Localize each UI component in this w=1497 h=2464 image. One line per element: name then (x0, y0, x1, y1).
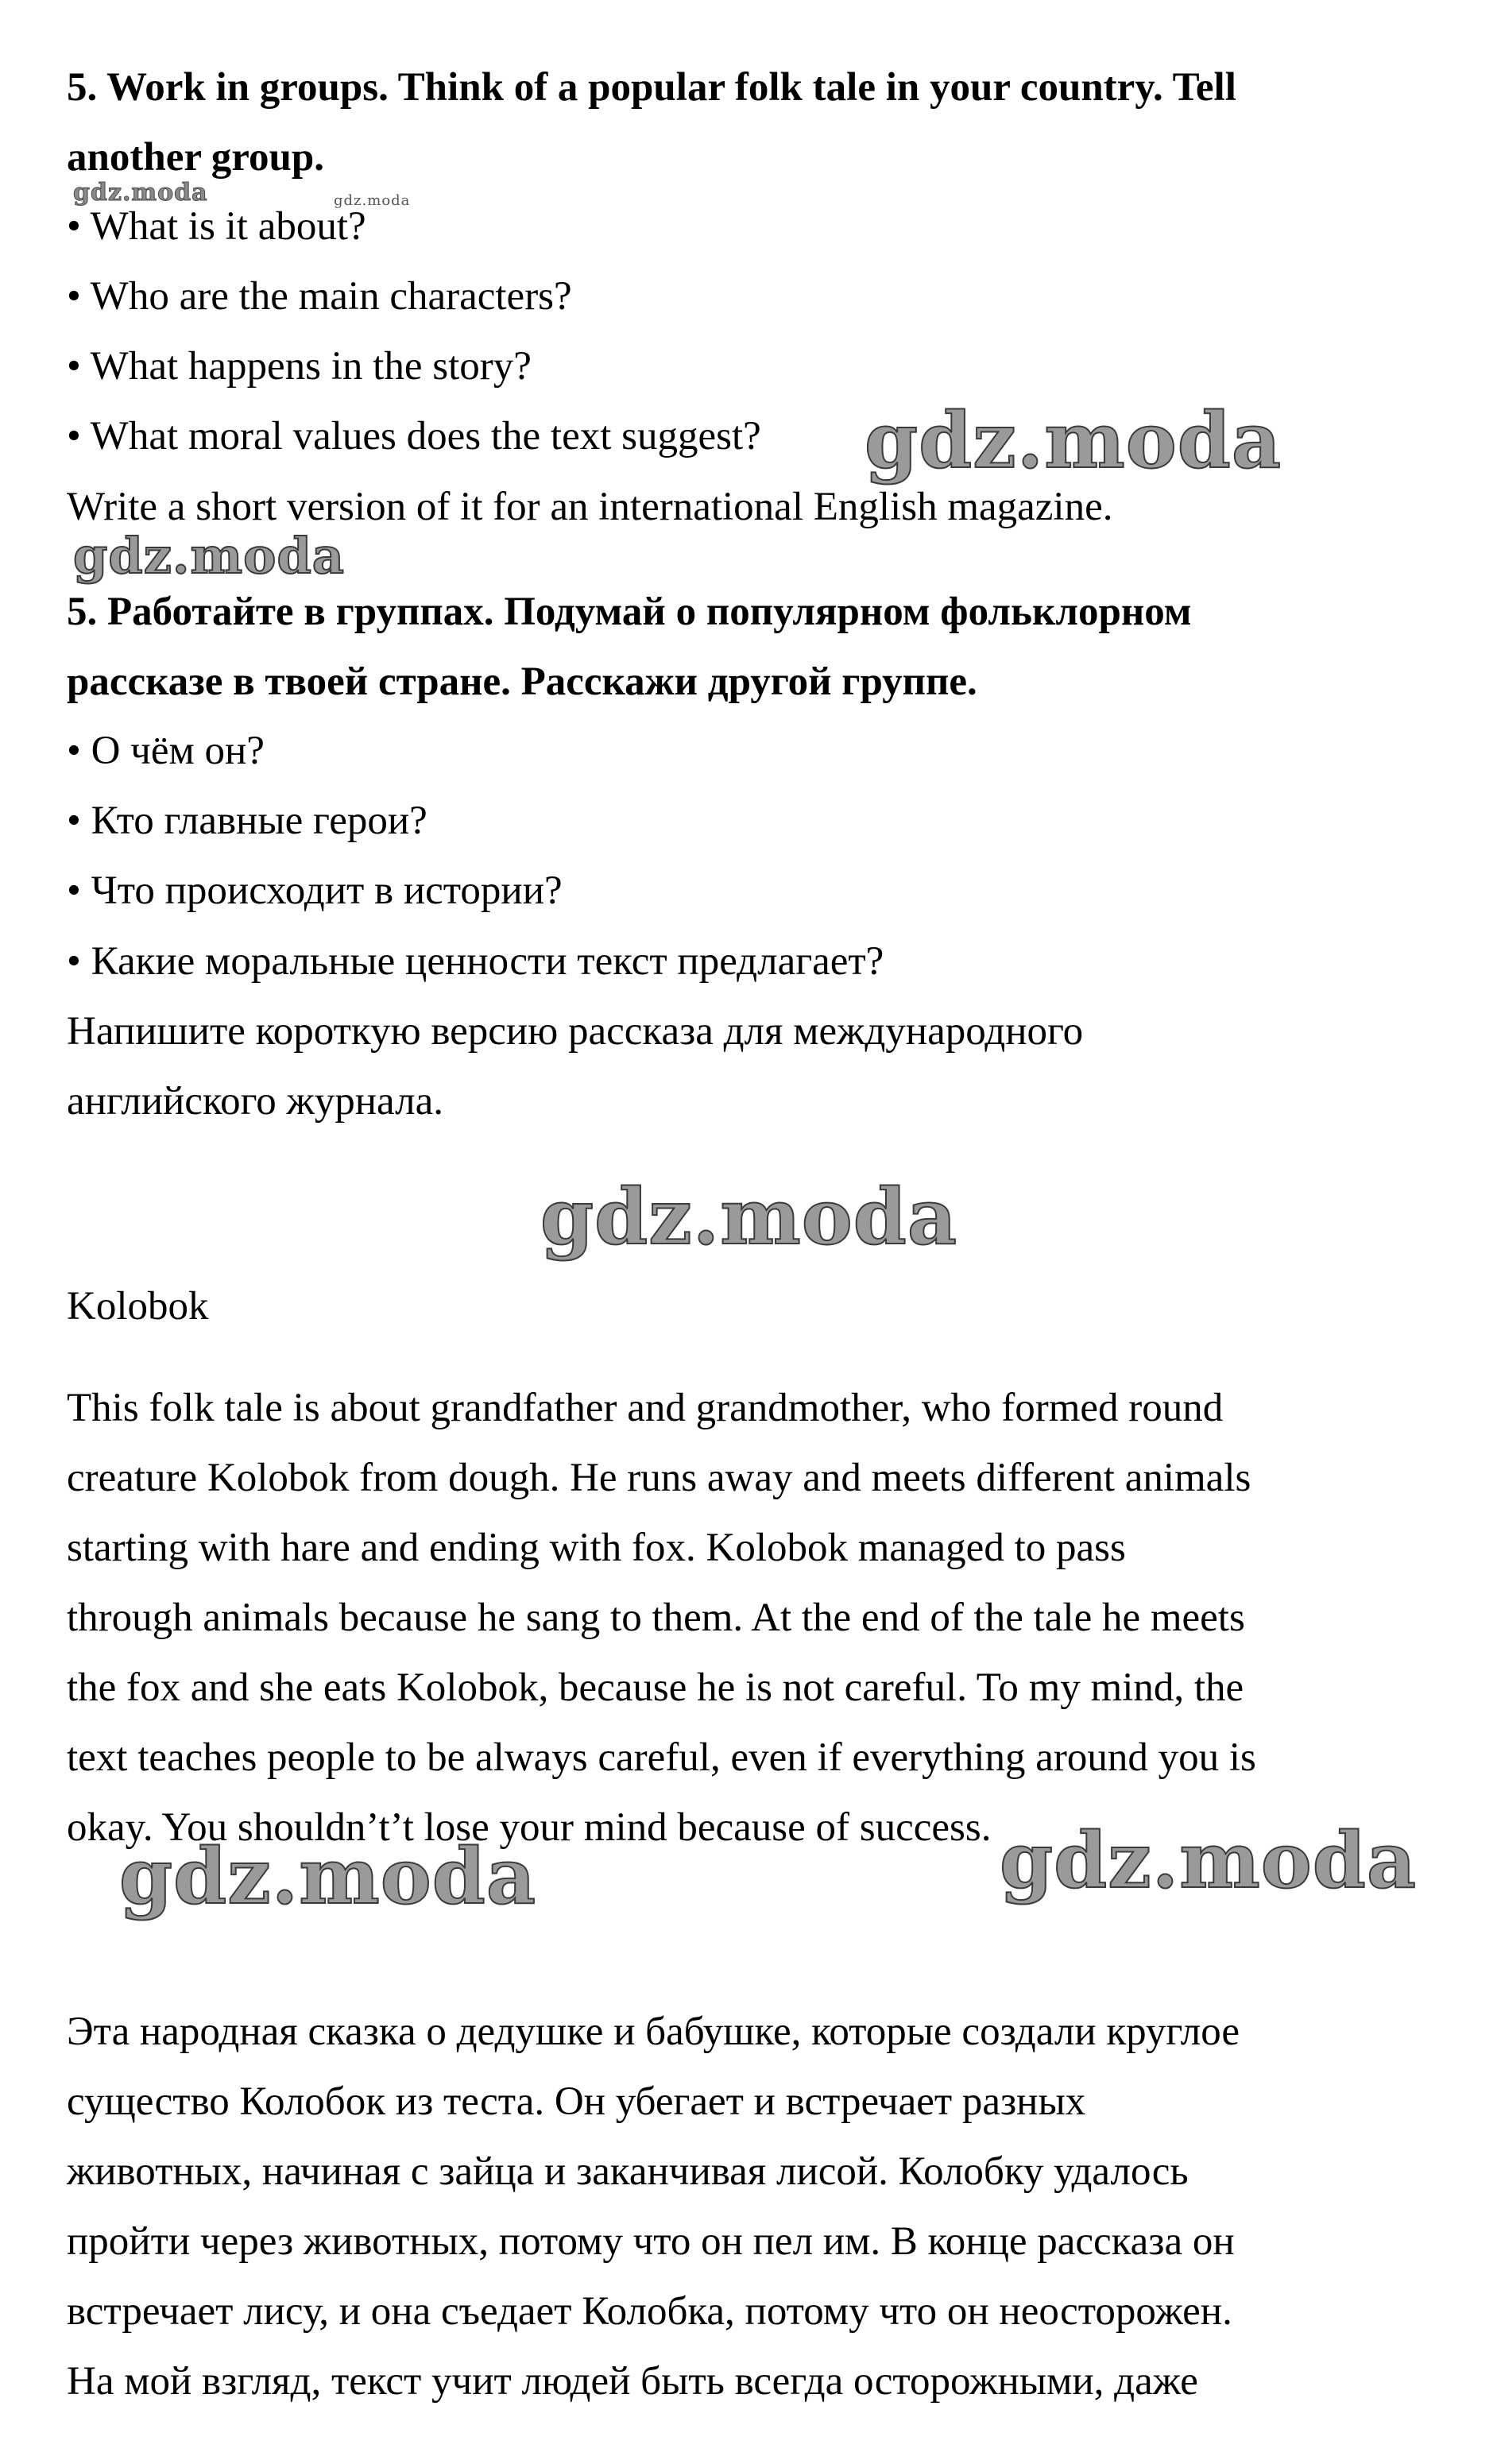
answer-en-line: This folk tale is about grandfather and grandmother, who formed round (67, 1386, 1224, 1430)
task-bullet-ru: • О чём он? (67, 729, 265, 773)
answer-ru-line: На мой взгляд, текст учит людей быть всегда осторожными, даже (67, 2359, 1198, 2404)
answer-ru-line: Эта народная сказка о дедушке и бабушке, которые создали круглое (67, 2009, 1240, 2054)
task-heading-ru-line1: 5. Работайте в группах. Подумай о популярном фольклорном (67, 590, 1192, 634)
watermark-logo: gdz.moda (865, 396, 1282, 485)
answer-ru-line: существо Колобок из теста. Он убегает и встречает разных (67, 2079, 1086, 2124)
task-heading-en-line1: 5. Work in groups. Think of a popular folk tale in your country. Tell (67, 65, 1236, 110)
answer-ru-line: пройти через животных, потому что он пел им. В конце рассказа он (67, 2219, 1235, 2264)
task-bullet-en: • What is it about? (67, 204, 366, 249)
watermark-logo: gdz.moda (540, 1172, 958, 1262)
watermark-logo: gdz.moda (1000, 1816, 1418, 1905)
task-bullet-ru: • Кто главные герои? (67, 799, 427, 843)
answer-en-line: through animals because he sang to them. At the end of the tale he meets (67, 1596, 1245, 1640)
answer-en-line: text teaches people to be always careful, even if everything around you is (67, 1735, 1256, 1780)
task-heading-ru-line2: рассказе в твоей стране. Расскажи другой группе. (67, 660, 977, 704)
task-bullet-en: • Who are the main characters? (67, 274, 572, 319)
task-instruction-ru-line1: Напишите короткую версию рассказа для международного (67, 1009, 1084, 1054)
task-bullet-ru: • Что происходит в истории? (67, 868, 563, 913)
answer-ru-line: животных, начиная с зайца и заканчивая лисой. Колобку удалось (67, 2149, 1189, 2194)
answer-ru-line: встречает лису, и она съедает Колобка, потому что он неосторожен. (67, 2289, 1232, 2334)
answer-title: Kolobok (67, 1284, 209, 1329)
answer-en-line: starting with hare and ending with fox. Kolobok managed to pass (67, 1526, 1126, 1570)
watermark-logo: gdz.moda (334, 192, 411, 209)
task-heading-en-line2: another group. (67, 135, 325, 180)
task-bullet-ru: • Какие моральные ценности текст предлагает? (67, 939, 884, 984)
watermark-logo: gdz.moda (119, 1832, 537, 1921)
task-instruction-ru-line2: английского журнала. (67, 1079, 443, 1124)
answer-en-line: creature Kolobok from dough. He runs away and meets different animals (67, 1456, 1251, 1500)
answer-en-line: okay. You shouldn’t’t lose your mind because of success. (67, 1805, 992, 1850)
task-instruction-en: Write a short version of it for an international English magazine. (67, 485, 1113, 529)
task-bullet-en: • What moral values does the text suggest? (67, 414, 761, 458)
watermark-logo: gdz.moda (73, 527, 345, 585)
task-bullet-en: • What happens in the story? (67, 344, 532, 389)
answer-en-line: the fox and she eats Kolobok, because he is not careful. To my mind, the (67, 1665, 1244, 1710)
watermark-logo: gdz.moda (73, 179, 208, 207)
